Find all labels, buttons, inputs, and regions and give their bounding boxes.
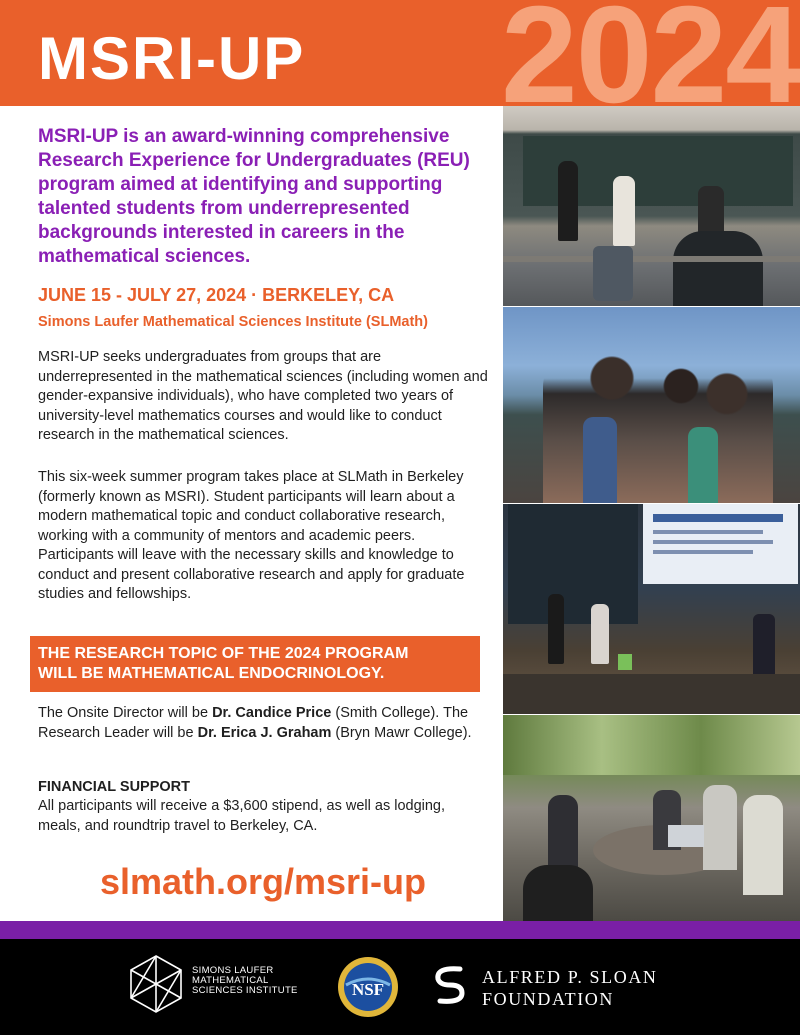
research-topic-line2: WILL BE MATHEMATICAL ENDOCRINOLOGY. xyxy=(38,665,385,682)
sloan-wordmark xyxy=(482,966,658,1010)
financial-support-text: All participants will receive a $3,600 stipend, as well as lodging, meals, and roundtrip travel to Berkeley, CA. xyxy=(38,798,446,834)
sloan-line1: ALFRED P. SLOAN xyxy=(482,967,658,987)
financial-support-heading: FINANCIAL SUPPORT xyxy=(38,779,190,795)
program-description-paragraph: This six-week summer program takes place at SLMath in Berkeley (formerly known as MSRI). Student participants will learn about a modern mathematical topic and conduct collaborative research, working with a community of mentors and academic peers. Participants will leave with the necessary skills and knowledge to conduct and present collaborative research and apply for graduate studies and fellowships. xyxy=(38,469,465,602)
research-leader-name: Dr. Erica J. Graham xyxy=(197,724,332,741)
nsf-logo-text: NSF xyxy=(351,980,385,999)
slmath-line1: SIMONS LAUFER xyxy=(192,965,274,976)
slmath-line2: MATHEMATICAL xyxy=(192,975,269,986)
directors-paragraph xyxy=(38,704,488,743)
page-title: MSRI-UP xyxy=(38,25,306,92)
slmath-line3: SCIENCES INSTITUTE xyxy=(192,985,298,996)
eligibility-paragraph: MSRI-UP seeks undergraduates from groups that are underrepresented in the mathematical sciences (including women and gender-expansive individuals), who have completed two years of university-level mathematics courses and would like to conduct research in the mathematical sciences. xyxy=(38,349,488,443)
purple-divider xyxy=(0,921,800,939)
group-photo xyxy=(503,307,800,503)
slmath-logo-icon xyxy=(128,954,184,1014)
directors-text-post: (Bryn Mawr College). xyxy=(331,724,472,741)
program-dates: JUNE 15 - JULY 27, 2024 · BERKELEY, CA xyxy=(38,285,395,305)
header-banner xyxy=(0,0,800,106)
slmath-wordmark xyxy=(192,966,298,996)
research-topic-line1: THE RESEARCH TOPIC OF THE 2024 PROGRAM xyxy=(38,645,409,662)
directors-text-mid: (Smith College). The Research Leader will be xyxy=(38,705,469,741)
program-url-link[interactable]: slmath.org/msri-up xyxy=(99,861,427,902)
sloan-line2: FOUNDATION xyxy=(482,989,614,1009)
research-topic-banner xyxy=(30,636,480,692)
directors-text-pre: The Onsite Director will be xyxy=(38,705,213,721)
header-year: 2024 xyxy=(501,0,800,106)
institute-name: Simons Laufer Mathematical Sciences Institute (SLMath) xyxy=(38,314,428,330)
nsf-logo-icon xyxy=(336,955,400,1019)
classroom-chalkboard-photo xyxy=(503,106,800,306)
sloan-logo-icon xyxy=(430,963,470,1007)
presentation-photo xyxy=(503,504,800,714)
outdoor-table-photo xyxy=(503,715,800,921)
onsite-director-name: Dr. Candice Price xyxy=(212,705,332,721)
footer xyxy=(0,939,800,1035)
intro-text: MSRI-UP is an award-winning comprehensive Research Experience for Undergraduates (REU) program aimed at identifying and supporting talented students from underrepresented backgrounds interested in careers in the mathematical sciences. xyxy=(38,126,470,267)
